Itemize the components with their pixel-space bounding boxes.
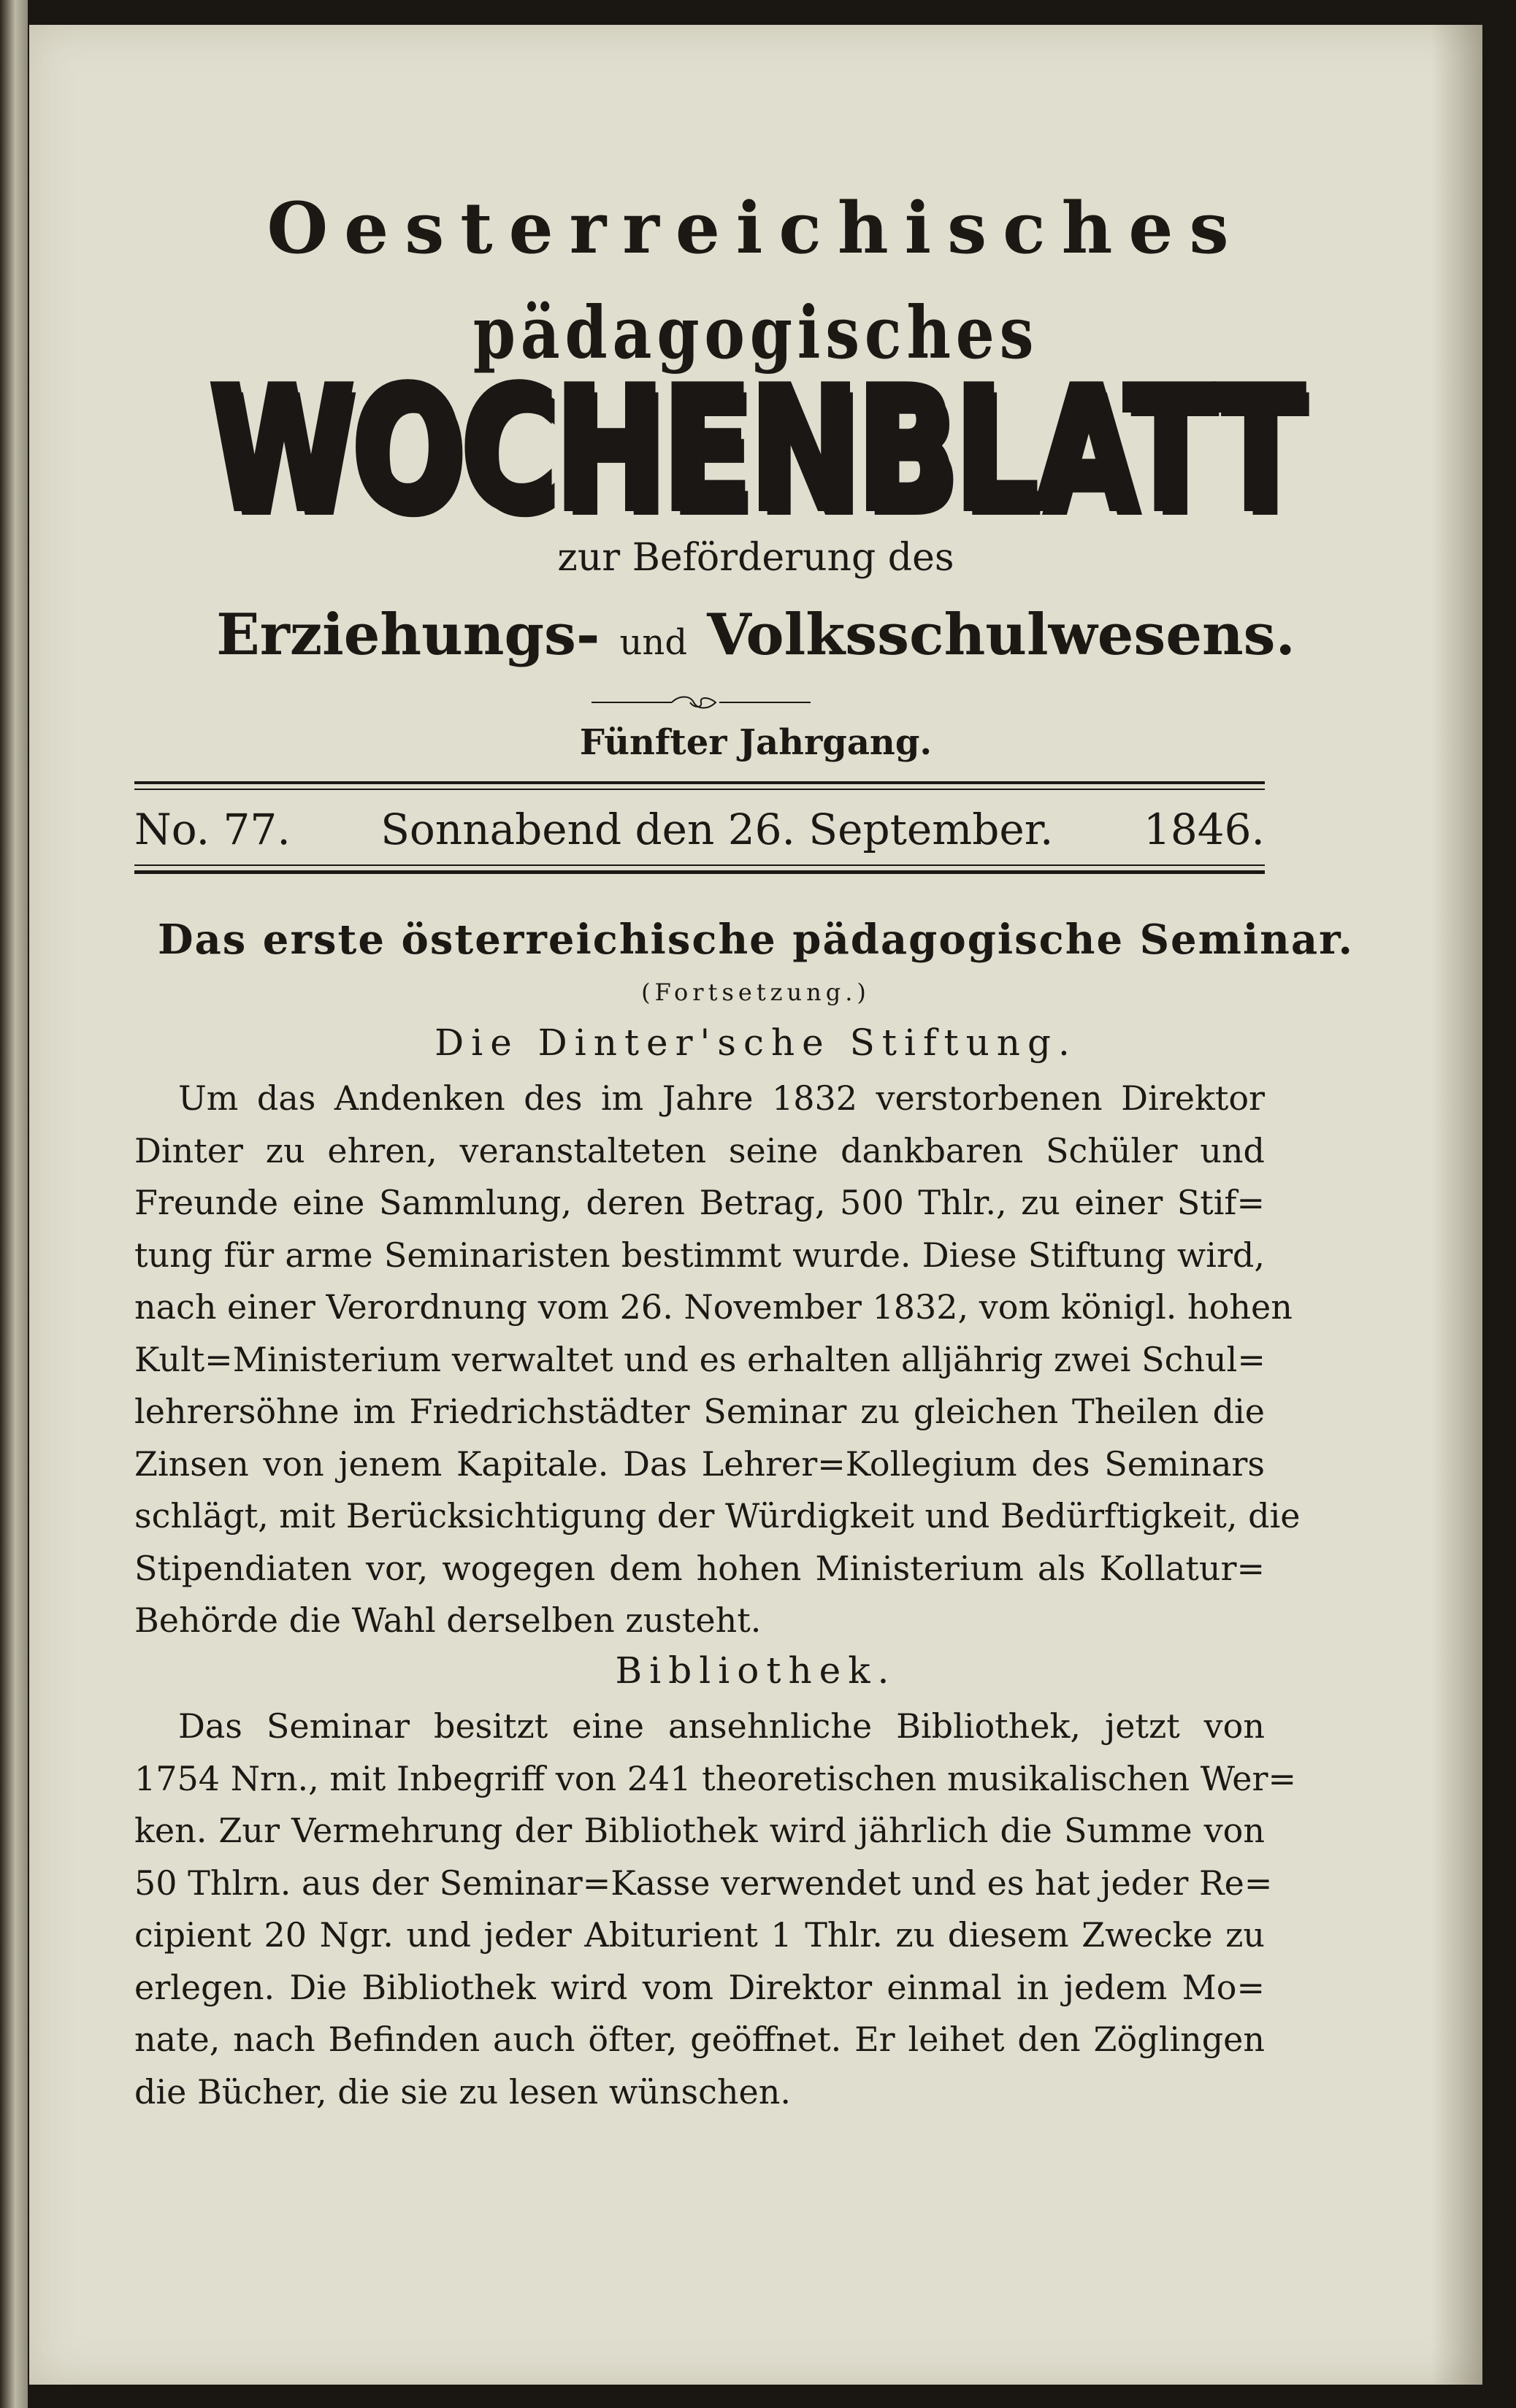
masthead-line-1: Oesterreichisches: [267, 187, 1245, 269]
masthead-line-4: zur Beförderung des: [557, 536, 954, 580]
text-line: cipient 20 Ngr. und jeder Abiturient 1 Thlr. zu diesem Zwecke zu: [134, 1915, 1265, 1955]
masthead-word-volksschulwesens: Volksschulwesens.: [707, 602, 1295, 668]
text-line: Stipendiaten vor, wogegen dem hohen Ministerium als Kollatur=: [134, 1548, 1265, 1588]
text-line: lehrersöhne im Friedrichstädter Seminar zu gleichen Theilen die: [134, 1392, 1265, 1431]
masthead-line-2: pädagogisches: [472, 291, 1039, 375]
text-line: Um das Andenken des im Jahre 1832 verstorbenen Direktor: [178, 1078, 1265, 1118]
text-line: tung für arme Seminaristen bestimmt wurde. Diese Stiftung wird,: [134, 1235, 1265, 1275]
rule-bottom-thick: [134, 870, 1265, 874]
text-line: Behörde die Wahl derselben zusteht.: [134, 1600, 762, 1640]
text-line: 1754 Nrn., mit Inbegriff von 241 theoretischen musikalischen Wer=: [134, 1758, 1297, 1798]
rule-top-thin: [134, 789, 1265, 790]
dateline: [134, 805, 1265, 854]
rule-bottom-thin: [134, 864, 1265, 866]
text-line: ken. Zur Vermehrung der Bibliothek wird jährlich die Summe von: [134, 1811, 1265, 1850]
masthead-title: WOCHENBLATT: [210, 353, 1302, 548]
article-title: Das erste österreichische pädagogische Seminar.: [157, 916, 1355, 964]
issue-year: 1846.: [1143, 805, 1265, 854]
text-line: Freunde eine Sammlung, deren Betrag, 500 Thlr., zu einer Stif=: [134, 1183, 1265, 1222]
masthead-word-erziehungs: Erziehungs-: [216, 602, 600, 668]
paragraph-bibliothek: [134, 1700, 1297, 2118]
ornament-divider: [592, 695, 811, 710]
text-line: nate, nach Befinden auch öfter, geöffnet. Er leihet den Zöglingen: [134, 2020, 1265, 2059]
rule-top-thick: [134, 781, 1265, 784]
text-line: 50 Thlrn. aus der Seminar=Kasse verwendet und es hat jeder Re=: [134, 1863, 1273, 1903]
text-line: die Bücher, die sie zu lesen wünschen.: [134, 2071, 791, 2112]
continuation-note: (Fortsetzung.): [641, 978, 870, 1006]
adjacent-page-edge: [0, 0, 28, 2408]
text-line: Zinsen von jenem Kapitale. Das Lehrer=Kollegium des Seminars: [134, 1443, 1265, 1484]
paragraph-stiftung: [134, 1073, 1301, 1647]
text-line: Das Seminar besitzt eine ansehnliche Bibliothek, jetzt von: [178, 1706, 1265, 1746]
newspaper-page: [29, 25, 1482, 2385]
text-line: schlägt, mit Berücksichtigung der Würdigkeit und Bedürftigkeit, die: [134, 1496, 1301, 1535]
issue-date: Sonnabend den 26. September.: [380, 805, 1054, 854]
text-line: erlegen. Die Bibliothek wird vom Direktor einmal in jedem Mo=: [134, 1967, 1265, 2007]
page-shadow: [1431, 25, 1482, 2385]
issue-number: No. 77.: [134, 805, 291, 854]
masthead-line-5: [29, 602, 1482, 668]
volume-label: Fünfter Jahrgang.: [579, 722, 933, 763]
masthead-word-und: und: [619, 622, 688, 663]
text-line: Kult=Ministerium verwaltet und es erhalten alljährig zwei Schul=: [134, 1339, 1266, 1379]
text-line: nach einer Verordnung vom 26. November 1832, vom königl. hohen: [134, 1287, 1293, 1327]
section-heading-stiftung: Die Dinter'sche Stiftung.: [434, 1021, 1077, 1064]
section-heading-bibliothek: Bibliothek.: [615, 1649, 897, 1692]
text-line: Dinter zu ehren, veranstalteten seine dankbaren Schüler und: [134, 1130, 1265, 1170]
